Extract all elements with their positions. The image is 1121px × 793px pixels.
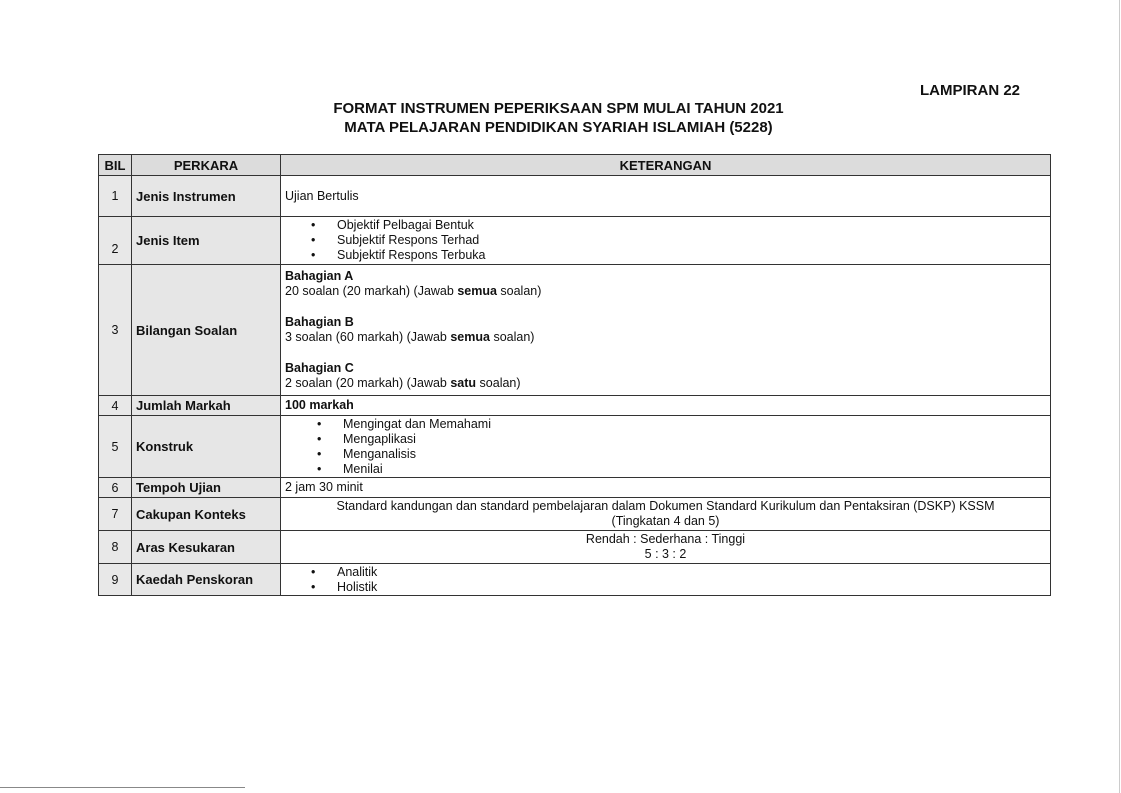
row-number: 1 xyxy=(99,176,132,217)
row-description xyxy=(281,416,1051,478)
document-title xyxy=(0,99,1121,137)
scope-line: (Tingkatan 4 dan 5) xyxy=(611,514,720,528)
table-row xyxy=(99,396,1051,416)
difficulty-ratio: 5 : 3 : 2 xyxy=(644,547,687,561)
row-item: Cakupan Konteks xyxy=(132,498,281,531)
list-item: • Subjektif Respons Terhad xyxy=(337,233,1046,248)
list-item: • Subjektif Respons Terbuka xyxy=(337,248,1046,263)
table-row xyxy=(99,217,1051,265)
header-keterangan: KETERANGAN xyxy=(281,155,1051,176)
row-item: Kaedah Penskoran xyxy=(132,564,281,596)
section-detail: 2 soalan (20 markah) (Jawab satu soalan) xyxy=(285,376,521,390)
section-heading: Bahagian A xyxy=(285,268,354,283)
row-item: Bilangan Soalan xyxy=(132,265,281,396)
header-perkara: PERKARA xyxy=(132,155,281,176)
row-number: 7 xyxy=(99,498,132,531)
section-detail: 20 soalan (20 markah) (Jawab semua soalan) xyxy=(285,284,542,298)
row-item: Aras Kesukaran xyxy=(132,531,281,564)
row-item: Jenis Item xyxy=(132,217,281,265)
page-edge xyxy=(1119,0,1120,793)
footer-rule xyxy=(0,787,245,788)
table-row xyxy=(99,498,1051,531)
table-row xyxy=(99,531,1051,564)
list-item: • Analitik xyxy=(337,565,1046,580)
list-item: • Menganalisis xyxy=(343,447,1046,462)
title-line-1: FORMAT INSTRUMEN PEPERIKSAAN SPM MULAI TAHUN 2021 xyxy=(333,100,784,117)
table-row xyxy=(99,478,1051,498)
row-item: Jenis Instrumen xyxy=(132,176,281,217)
table-row xyxy=(99,564,1051,596)
row-description: 2 jam 30 minit xyxy=(281,478,1051,498)
row-description: Ujian Bertulis xyxy=(281,176,1051,217)
row-number: 2 xyxy=(99,217,132,265)
row-item: Tempoh Ujian xyxy=(132,478,281,498)
list-item: • Holistik xyxy=(337,580,1046,595)
table-row xyxy=(99,176,1051,217)
header-bil: BIL xyxy=(99,155,132,176)
title-line-2: MATA PELAJARAN PENDIDIKAN SYARIAH ISLAMIAH (5228) xyxy=(344,119,773,136)
appendix-label: LAMPIRAN 22 xyxy=(920,82,1021,99)
row-description xyxy=(281,265,1051,396)
table-row xyxy=(99,265,1051,396)
section-heading: Bahagian C xyxy=(285,360,354,375)
row-number: 8 xyxy=(99,531,132,564)
difficulty-labels: Rendah : Sederhana : Tinggi xyxy=(585,532,746,546)
row-item: Konstruk xyxy=(132,416,281,478)
row-description: 100 markah xyxy=(281,396,1051,416)
row-description xyxy=(281,498,1051,531)
exam-format-table xyxy=(98,154,1051,596)
row-description xyxy=(281,564,1051,596)
row-number: 6 xyxy=(99,478,132,498)
section-heading: Bahagian B xyxy=(285,314,354,329)
row-description xyxy=(281,217,1051,265)
row-number: 3 xyxy=(99,265,132,396)
section-detail: 3 soalan (60 markah) (Jawab semua soalan) xyxy=(285,330,535,344)
list-item: • Menilai xyxy=(343,462,1046,477)
list-item: • Objektif Pelbagai Bentuk xyxy=(337,218,1046,233)
row-number: 5 xyxy=(99,416,132,478)
row-number: 4 xyxy=(99,396,132,416)
row-item: Jumlah Markah xyxy=(132,396,281,416)
list-item: • Mengaplikasi xyxy=(343,432,1046,447)
table-header-row xyxy=(99,155,1051,176)
table-row xyxy=(99,416,1051,478)
scope-line: Standard kandungan dan standard pembelajaran dalam Dokumen Standard Kurikulum dan Pentaksiran (DSKP) KSSM xyxy=(336,499,995,513)
row-description xyxy=(281,531,1051,564)
list-item: • Mengingat dan Memahami xyxy=(343,417,1046,432)
row-number: 9 xyxy=(99,564,132,596)
